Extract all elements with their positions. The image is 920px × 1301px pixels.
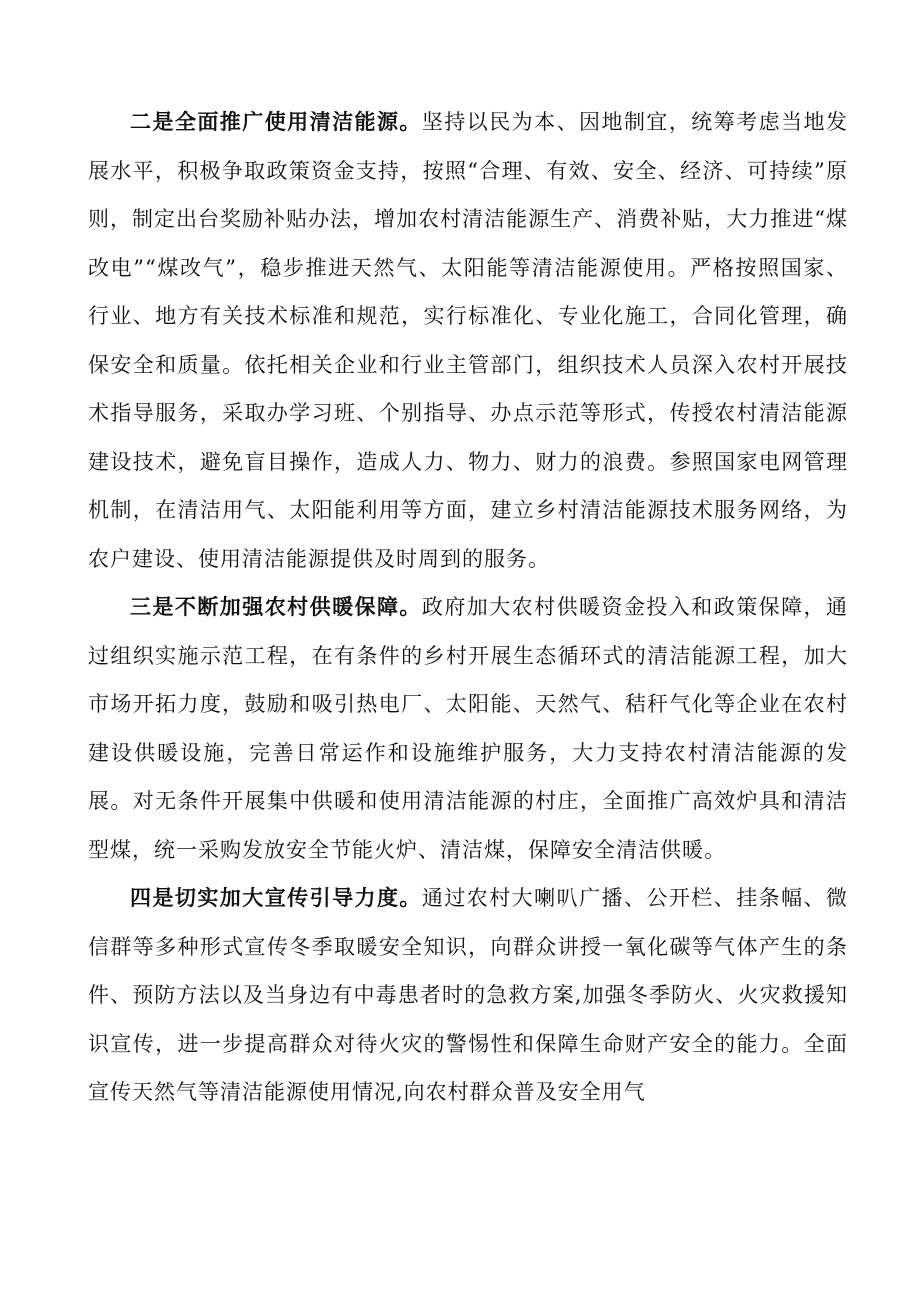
paragraph-lead: 四是切实加大宣传引导力度。 (130, 885, 422, 910)
paragraph-text: 通过农村大喇叭广播、公开栏、挂条幅、微信群等多种形式宣传冬季取暖安全知识，向群众讲授一氧化碳等气体产生的条件、预防方法以及当身边有中毒患者时的急救方案,加强冬季防火、火灾救援知识宣传，进一步提高群众对待火灾的警惕性和保障生命财产安全的能力。全面宣传天然气等清洁能源使用情况,向农村群众普及安全用气 (88, 886, 849, 1104)
paragraph-text: 政府加大农村供暖资金投入和政策保障，通过组织实施示范工程，在有条件的乡村开展生态循环式的清洁能源工程，加大市场开拓力度，鼓励和吸引热电厂、太阳能、天然气、秸秆气化等企业在农村建设供暖设施，完善日常运作和设施维护服务，大力支持农村清洁能源的发展。对无条件开展集中供暖和使用清洁能源的村庄，全面推广高效炉具和清洁型煤，统一采购发放安全节能火炉、清洁煤，保障安全清洁供暖。 (88, 595, 849, 862)
paragraph-lead: 三是不断加强农村供暖保障。 (130, 594, 422, 619)
paragraph-clean-energy (88, 98, 848, 583)
document-body (88, 98, 848, 1117)
paragraph-lead: 二是全面推广使用清洁能源。 (130, 109, 422, 134)
paragraph-text: 坚持以民为本、因地制宜，统筹考虑当地发展水平，积极争取政策资金支持，按照“合理、有效、安全、经济、可持续”原则，制定出台奖励补贴办法，增加农村清洁能源生产、消费补贴，大力推进“煤改电”“煤改气”，稳步推进天然气、太阳能等清洁能源使用。严格按照国家、行业、地方有关技术标准和规范，实行标准化、专业化施工，合同化管理，确保安全和质量。依托相关企业和行业主管部门，组织技术人员深入农村开展技术指导服务，采取办学习班、个别指导、办点示范等形式，传授农村清洁能源建设技术，避免盲目操作，造成人力、物力、财力的浪费。参照国家电网管理机制，在清洁用气、太阳能利用等方面，建立乡村清洁能源技术服务网络，为农户建设、使用清洁能源提供及时周到的服务。 (88, 110, 849, 571)
paragraph-publicity (88, 874, 848, 1117)
paragraph-heating-guarantee (88, 583, 848, 874)
